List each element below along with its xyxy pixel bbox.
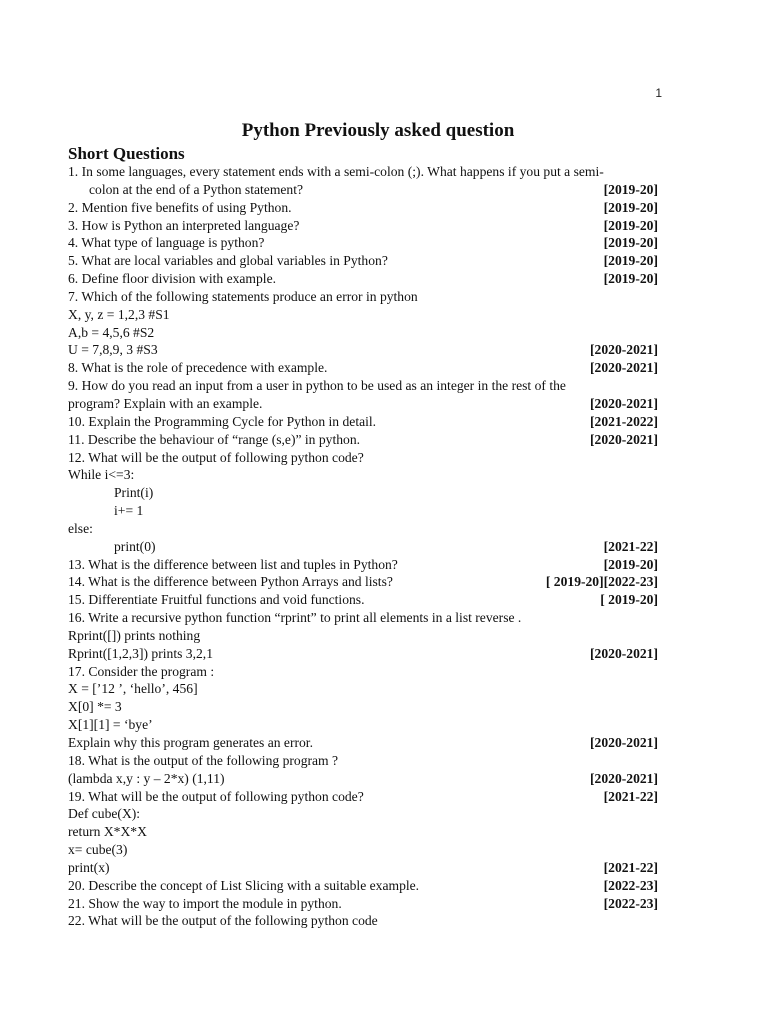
year-tag: [2022-23] (603, 877, 658, 893)
question-text: 12. What will be the output of following python code? (68, 449, 364, 465)
question-line (68, 449, 658, 467)
question-text: While i<=3: (68, 467, 135, 483)
question-line (68, 841, 658, 859)
year-tag: [2020-2021] (590, 770, 658, 786)
year-tag: [ 2019-20][2022-23] (545, 574, 658, 590)
question-line (68, 680, 658, 698)
page-number: 1 (655, 86, 662, 100)
question-text: x= cube(3) (68, 842, 128, 858)
year-tag: [2019-20] (603, 235, 658, 251)
year-tag: [2022-23] (603, 895, 658, 911)
question-line (68, 788, 658, 806)
question-text: 16. Write a recursive python function “rprint” to print all elements in a list reverse . (68, 610, 522, 626)
year-tag: [2019-20] (603, 181, 658, 197)
question-line (68, 466, 658, 484)
question-text: X = [’12 ’, ‘hello’, 456] (68, 681, 198, 697)
question-text: A,b = 4,5,6 #S2 (68, 324, 155, 340)
question-line (68, 698, 658, 716)
year-tag: [2021-22] (603, 788, 658, 804)
question-line (68, 324, 658, 342)
question-line (68, 716, 658, 734)
year-tag: [2020-2021] (590, 431, 658, 447)
question-line (68, 538, 658, 556)
question-line (68, 573, 658, 591)
question-text: return X*X*X (68, 824, 147, 840)
question-text: 9. How do you read an input from a user in python to be used as an integer in the rest of the (68, 378, 566, 394)
question-text: program? Explain with an example. (68, 395, 263, 411)
question-text: 8. What is the role of precedence with example. (68, 360, 328, 376)
question-line (68, 770, 658, 788)
question-text: 20. Describe the concept of List Slicing with a suitable example. (68, 877, 420, 893)
question-line (68, 270, 658, 288)
question-text: colon at the end of a Python statement? (89, 181, 304, 197)
question-line (68, 306, 658, 324)
question-line (68, 431, 658, 449)
question-text: Rprint([]) prints nothing (68, 627, 201, 643)
question-text: 6. Define floor division with example. (68, 271, 277, 287)
question-text: Explain why this program generates an error. (68, 735, 313, 750)
year-tag: [2019-20] (603, 199, 658, 215)
question-text: print(x) (68, 859, 110, 875)
year-tag: [2020-2021] (590, 342, 658, 358)
question-text: 2. Mention five benefits of using Python. (68, 199, 292, 215)
year-tag: [2021-2022] (590, 413, 658, 429)
question-text: print(0) (114, 538, 156, 554)
question-line (68, 734, 658, 752)
question-text: 1. In some languages, every statement ends with a semi-colon (;). What happens if you put a semi- (68, 164, 604, 179)
question-text: 14. What is the difference between Python Arrays and lists? (68, 574, 393, 590)
question-line (68, 217, 658, 235)
question-line (68, 181, 658, 199)
year-tag: [2019-20] (603, 271, 658, 287)
question-list (68, 163, 658, 930)
question-text: Def cube(X): (68, 806, 141, 822)
question-line (68, 627, 658, 645)
question-line (68, 395, 658, 413)
question-line (68, 877, 658, 895)
question-line (68, 663, 658, 681)
question-line (68, 805, 658, 823)
question-line (68, 752, 658, 770)
question-line (68, 234, 658, 252)
question-line (68, 609, 658, 627)
year-tag: [2019-20] (603, 217, 658, 233)
question-text: 18. What is the output of the following program ? (68, 752, 339, 768)
year-tag: [2020-2021] (590, 645, 658, 661)
question-line (68, 199, 658, 217)
question-text: 19. What will be the output of following python code? (68, 788, 364, 804)
page-title: Python Previously asked question (241, 120, 515, 141)
question-line (68, 502, 658, 520)
year-tag: [2020-2021] (590, 735, 658, 750)
question-line (68, 591, 658, 609)
question-line (68, 341, 658, 359)
year-tag: [2021-22] (603, 859, 658, 875)
question-text: 5. What are local variables and global variables in Python? (68, 253, 388, 269)
question-line (68, 520, 658, 538)
year-tag: [ 2019-20] (600, 592, 658, 608)
question-line (68, 859, 658, 877)
question-line (68, 163, 658, 181)
question-text: X[0] *= 3 (68, 699, 122, 715)
question-line (68, 556, 658, 574)
question-line (68, 895, 658, 913)
question-text: 22. What will be the output of the following python code (68, 913, 378, 929)
question-text: Print(i) (114, 485, 154, 501)
question-line (68, 645, 658, 663)
question-text: 17. Consider the program : (68, 663, 215, 679)
question-text: 13. What is the difference between list and tuples in Python? (68, 556, 398, 572)
question-line (68, 912, 658, 930)
question-text: Rprint([1,2,3]) prints 3,2,1 (68, 645, 213, 661)
question-text: i+= 1 (114, 503, 144, 519)
question-line (68, 288, 658, 306)
question-line (68, 252, 658, 270)
question-text: 4. What type of language is python? (68, 235, 265, 251)
question-text: 10. Explain the Programming Cycle for Python in detail. (68, 413, 377, 429)
question-text: U = 7,8,9, 3 #S3 (68, 342, 158, 358)
question-line (68, 377, 658, 395)
question-text: else: (68, 520, 93, 536)
question-text: 11. Describe the behaviour of “range (s,e)” in python. (68, 431, 361, 447)
year-tag: [2021-22] (603, 538, 658, 554)
year-tag: [2019-20] (603, 556, 658, 572)
question-line (68, 484, 658, 502)
question-text: X, y, z = 1,2,3 #S1 (68, 306, 170, 322)
year-tag: [2020-2021] (590, 360, 658, 376)
question-text: X[1][1] = ‘bye’ (68, 717, 153, 733)
question-line (68, 359, 658, 377)
question-text: 15. Differentiate Fruitful functions and void functions. (68, 592, 365, 608)
section-heading: Short Questions (68, 144, 185, 163)
question-line (68, 823, 658, 841)
question-line (68, 413, 658, 431)
question-text: 21. Show the way to import the module in python. (68, 895, 342, 911)
question-text: 7. Which of the following statements produce an error in python (68, 288, 418, 304)
year-tag: [2019-20] (603, 253, 658, 269)
question-text: (lambda x,y : y – 2*x) (1,11) (68, 770, 225, 786)
year-tag: [2020-2021] (590, 395, 658, 411)
question-text: 3. How is Python an interpreted language? (68, 217, 300, 233)
